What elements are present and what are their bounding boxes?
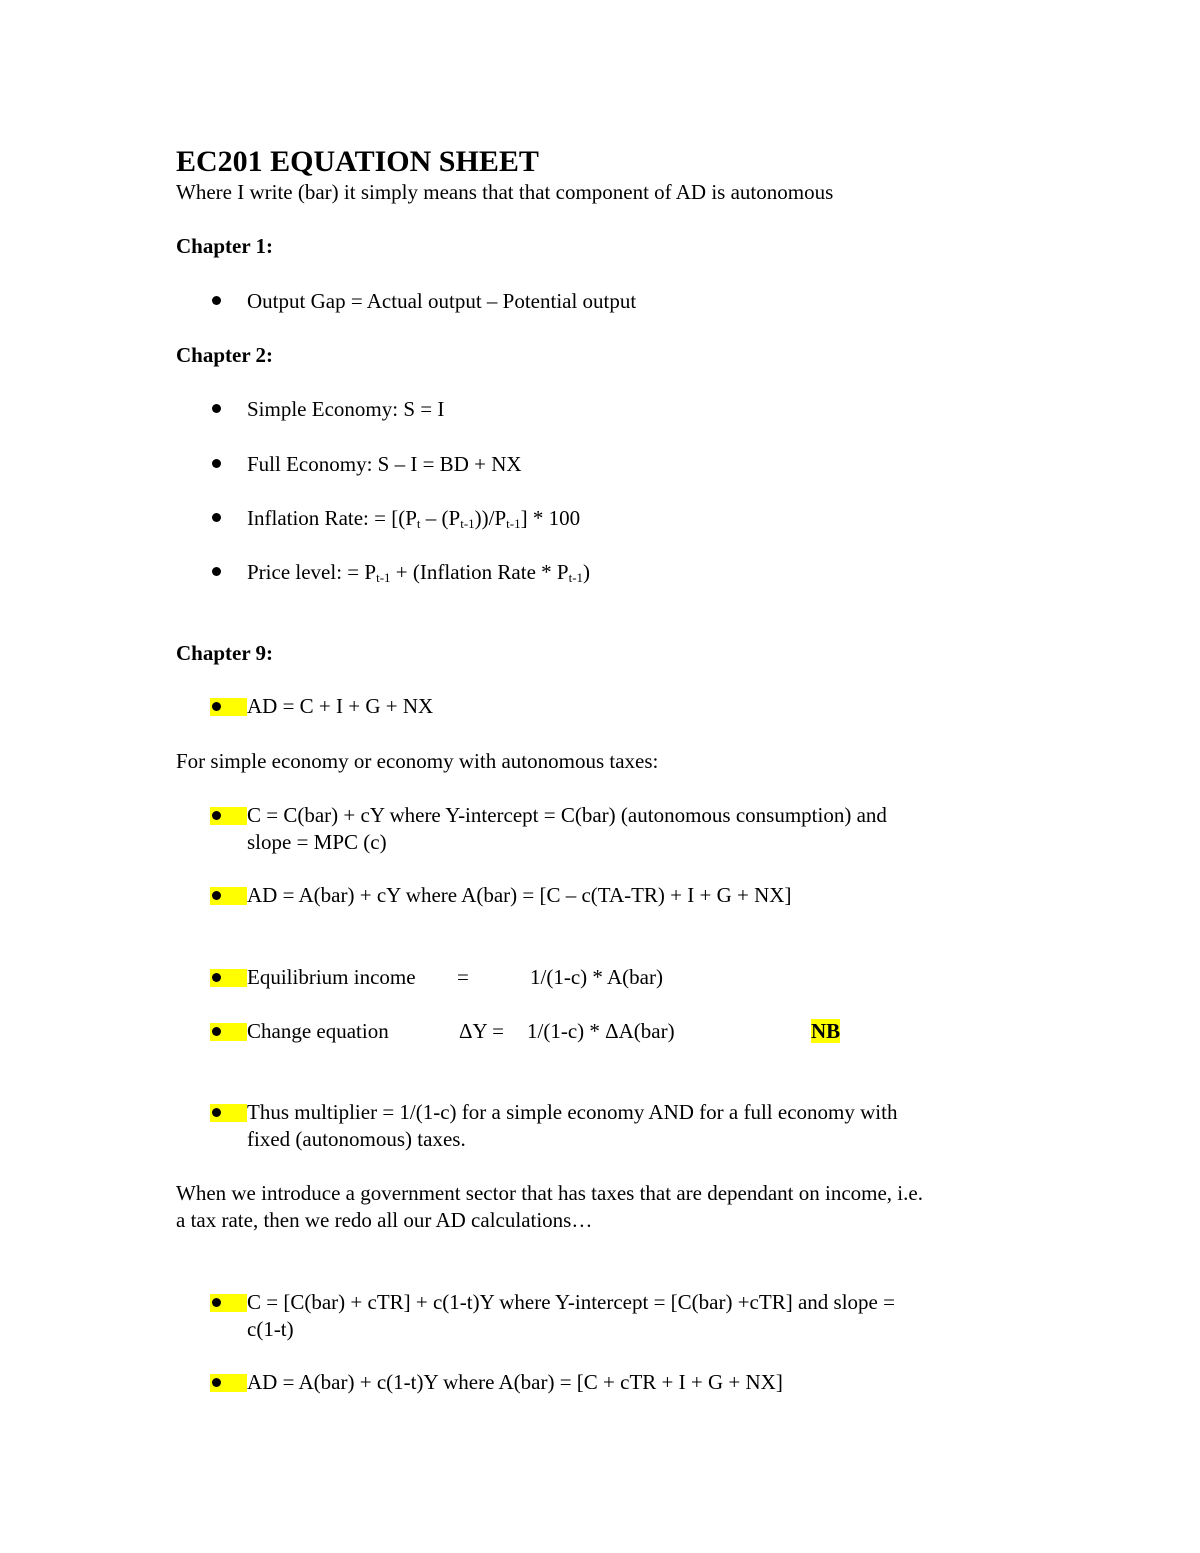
bullet-icon [212,513,221,522]
consumption-equation-line-2: slope = MPC (c) [247,830,387,854]
tax-rate-consumption-line-2: c(1-t) [247,1317,294,1341]
chapter-2-heading: Chapter 2: [176,343,274,367]
bullet-icon [212,973,221,982]
tax-rate-consumption-line-1: C = [C(bar) + cTR] + c(1-t)Y where Y-intercept = [C(bar) +cTR] and slope = [247,1290,895,1314]
bullet-icon [212,891,221,900]
bullet-icon [212,811,221,820]
change-equation-formula: 1/(1-c) * ΔA(bar) [527,1019,675,1043]
multiplier-line-1: Thus multiplier = 1/(1-c) for a simple economy AND for a full economy with [247,1100,898,1124]
ad-autonomous-equation: AD = A(bar) + cY where A(bar) = [C – c(TA-TR) + I + G + NX] [247,883,792,907]
price-level-equation: Price level: = $P_{t-1}$ + (Inflation Rate * $P_{t-1}$) [247,560,591,585]
bullet-icon [212,1378,221,1387]
bullet-icon [212,459,221,468]
document-title: EC201 EQUATION SHEET [176,145,539,178]
bullet-icon [212,1298,221,1307]
consumption-equation-line-1: C = C(bar) + cY where Y-intercept = C(bar) (autonomous consumption) and [247,803,887,827]
government-intro-line-1: When we introduce a government sector that has taxes that are dependant on income, i.e. [176,1181,923,1205]
bullet-icon [212,1027,221,1036]
output-gap-equation: Output Gap = Actual output – Potential output [247,289,637,313]
bullet-icon [212,1108,221,1117]
full-economy-equation: Full Economy: S – I = BD + NX [247,452,522,476]
nb-note: NB [811,1019,841,1043]
bullet-icon [212,567,221,576]
chapter-1-heading: Chapter 1: [176,234,274,258]
aggregate-demand-equation: AD = C + I + G + NX [247,694,434,718]
multiplier-line-2: fixed (autonomous) taxes. [247,1127,466,1151]
change-equation-lhs: ΔY = [459,1019,504,1043]
tax-rate-ad-equation: AD = A(bar) + c(1-t)Y where A(bar) = [C + cTR + I + G + NX] [247,1370,783,1394]
bullet-icon [212,702,221,711]
chapter-9-heading: Chapter 9: [176,641,274,665]
equilibrium-income-formula: 1/(1-c) * A(bar) [530,965,663,989]
change-equation-label: Change equation [247,1019,389,1043]
simple-economy-intro: For simple economy or economy with autonomous taxes: [176,749,659,773]
equilibrium-income-equals: = [457,965,469,989]
bullet-icon [212,296,221,305]
equilibrium-income-label: Equilibrium income [247,965,416,989]
government-intro-line-2: a tax rate, then we redo all our AD calculations… [176,1208,593,1232]
intro-text: Where I write (bar) it simply means that that component of AD is autonomous [176,180,834,204]
bullet-icon [212,404,221,413]
simple-economy-equation: Simple Economy: S = I [247,397,445,421]
inflation-rate-equation: Inflation Rate: = $[(P_t - (P_{t-1}))/P_{t-1}] * 100$ [247,506,581,531]
